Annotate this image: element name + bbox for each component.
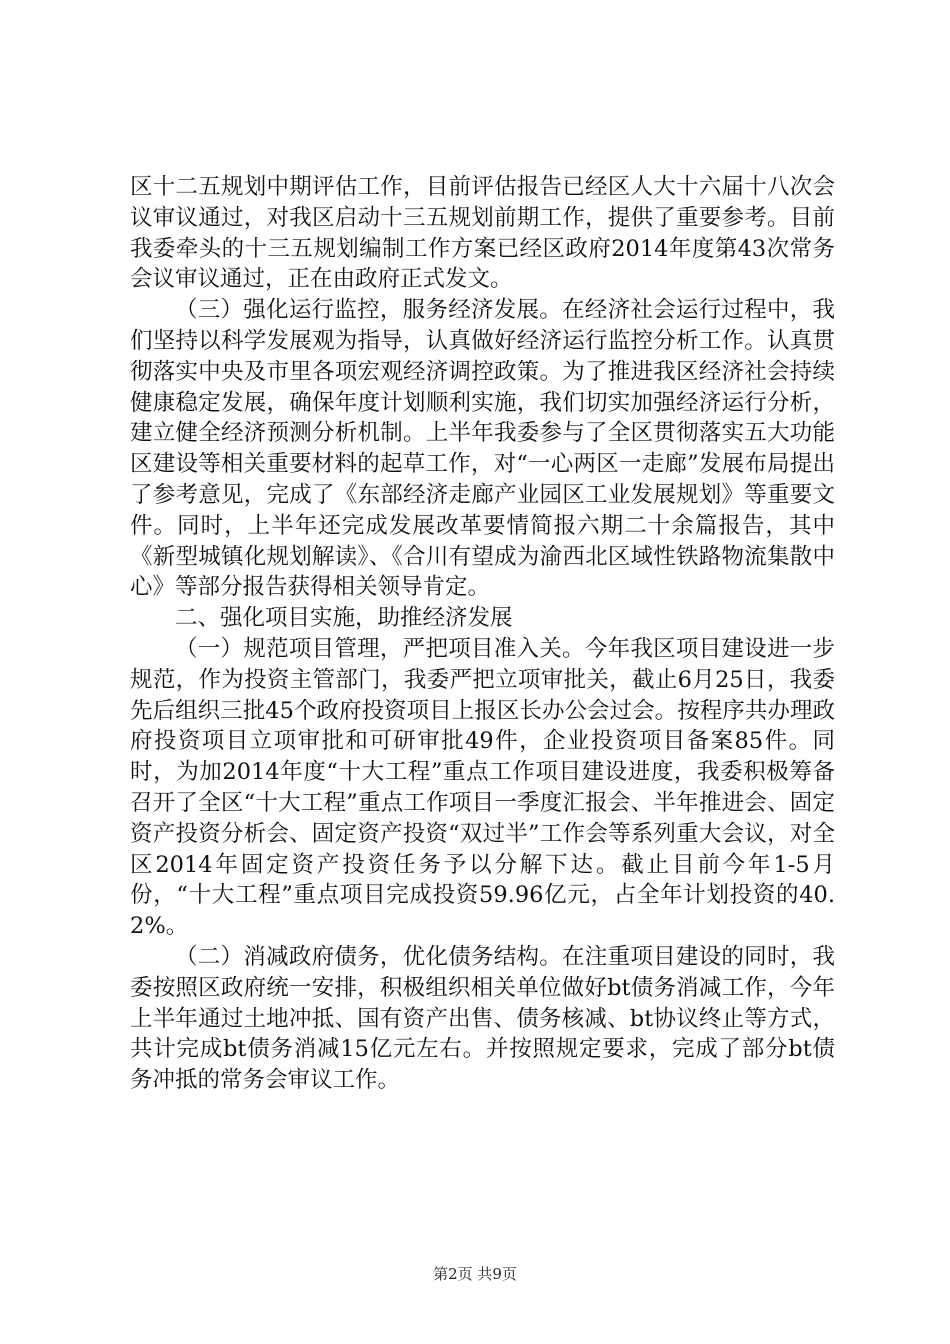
document-body	[130, 172, 835, 1096]
paragraph-subsection-two: （二）消减政府债务，优化债务结构。在注重项目建设的同时，我委按照区政府统一安排，积极组织相关单位做好bt债务消减工作，今年上半年通过土地冲抵、国有资产出售、债务核减、bt协议终止等方式，共计完成bt债务消减15亿元左右。并按照规定要求，完成了部分bt债务冲抵的常务会审议工作。	[130, 943, 835, 1094]
paragraph-continuation: 区十二五规划中期评估工作，目前评估报告已经区人大十六届十八次会议审议通过，对我区启动十三五规划前期工作，提供了重要参考。目前我委牵头的十三五规划编制工作方案已经区政府2014年度第43次常务会议审议通过，正在由政府正式发文。	[130, 174, 835, 293]
paragraph-section-three: （三）强化运行监控，服务经济发展。在经济社会运行过程中，我们坚持以科学发展观为指导，认真做好经济运行监控分析工作。认真贯彻落实中央及市里各项宏观经济调控政策。为了推进我区经济社会持续健康稳定发展，确保年度计划顺利实施，我们切实加强经济运行分析，建立健全经济预测分析机制。上半年我委参与了全区贯彻落实五大功能区建设等相关重要材料的起草工作，对“一心两区一走廊”发展布局提出了参考意见，完成了《东部经济走廊产业园区工业发展规划》等重要文件。同时，上半年还完成发展改革要情简报六期二十余篇报告，其中《新型城镇化规划解读》、《合川有望成为渝西北区域性铁路物流集散中心》等部分报告获得相关领导肯定。	[130, 297, 835, 601]
page-number-footer: 第2页 共9页	[433, 1265, 517, 1283]
section-heading-two: 二、强化项目实施，助推经济发展	[175, 605, 513, 632]
paragraph-subsection-one: （一）规范项目管理，严把项目准入关。今年我区项目建设进一步规范，作为投资主管部门，我委严把立项审批关，截止6月25日，我委先后组织三批45个政府投资项目上报区长办公会过会。按程序共办理政府投资项目立项审批和可研审批49件，企业投资项目备案85件。同时，为加2014年度“十大工程”重点工作项目建设进度，我委积极筹备召开了全区“十大工程”重点工作项目一季度汇报会、半年推进会、固定资产投资分析会、固定资产投资“双过半”工作会等系列重大会议，对全区2014年固定资产投资任务予以分解下达。截止目前今年1-5月份，“十大工程”重点项目完成投资59.96亿元，占全年计划投资的40.2%。	[130, 635, 835, 940]
